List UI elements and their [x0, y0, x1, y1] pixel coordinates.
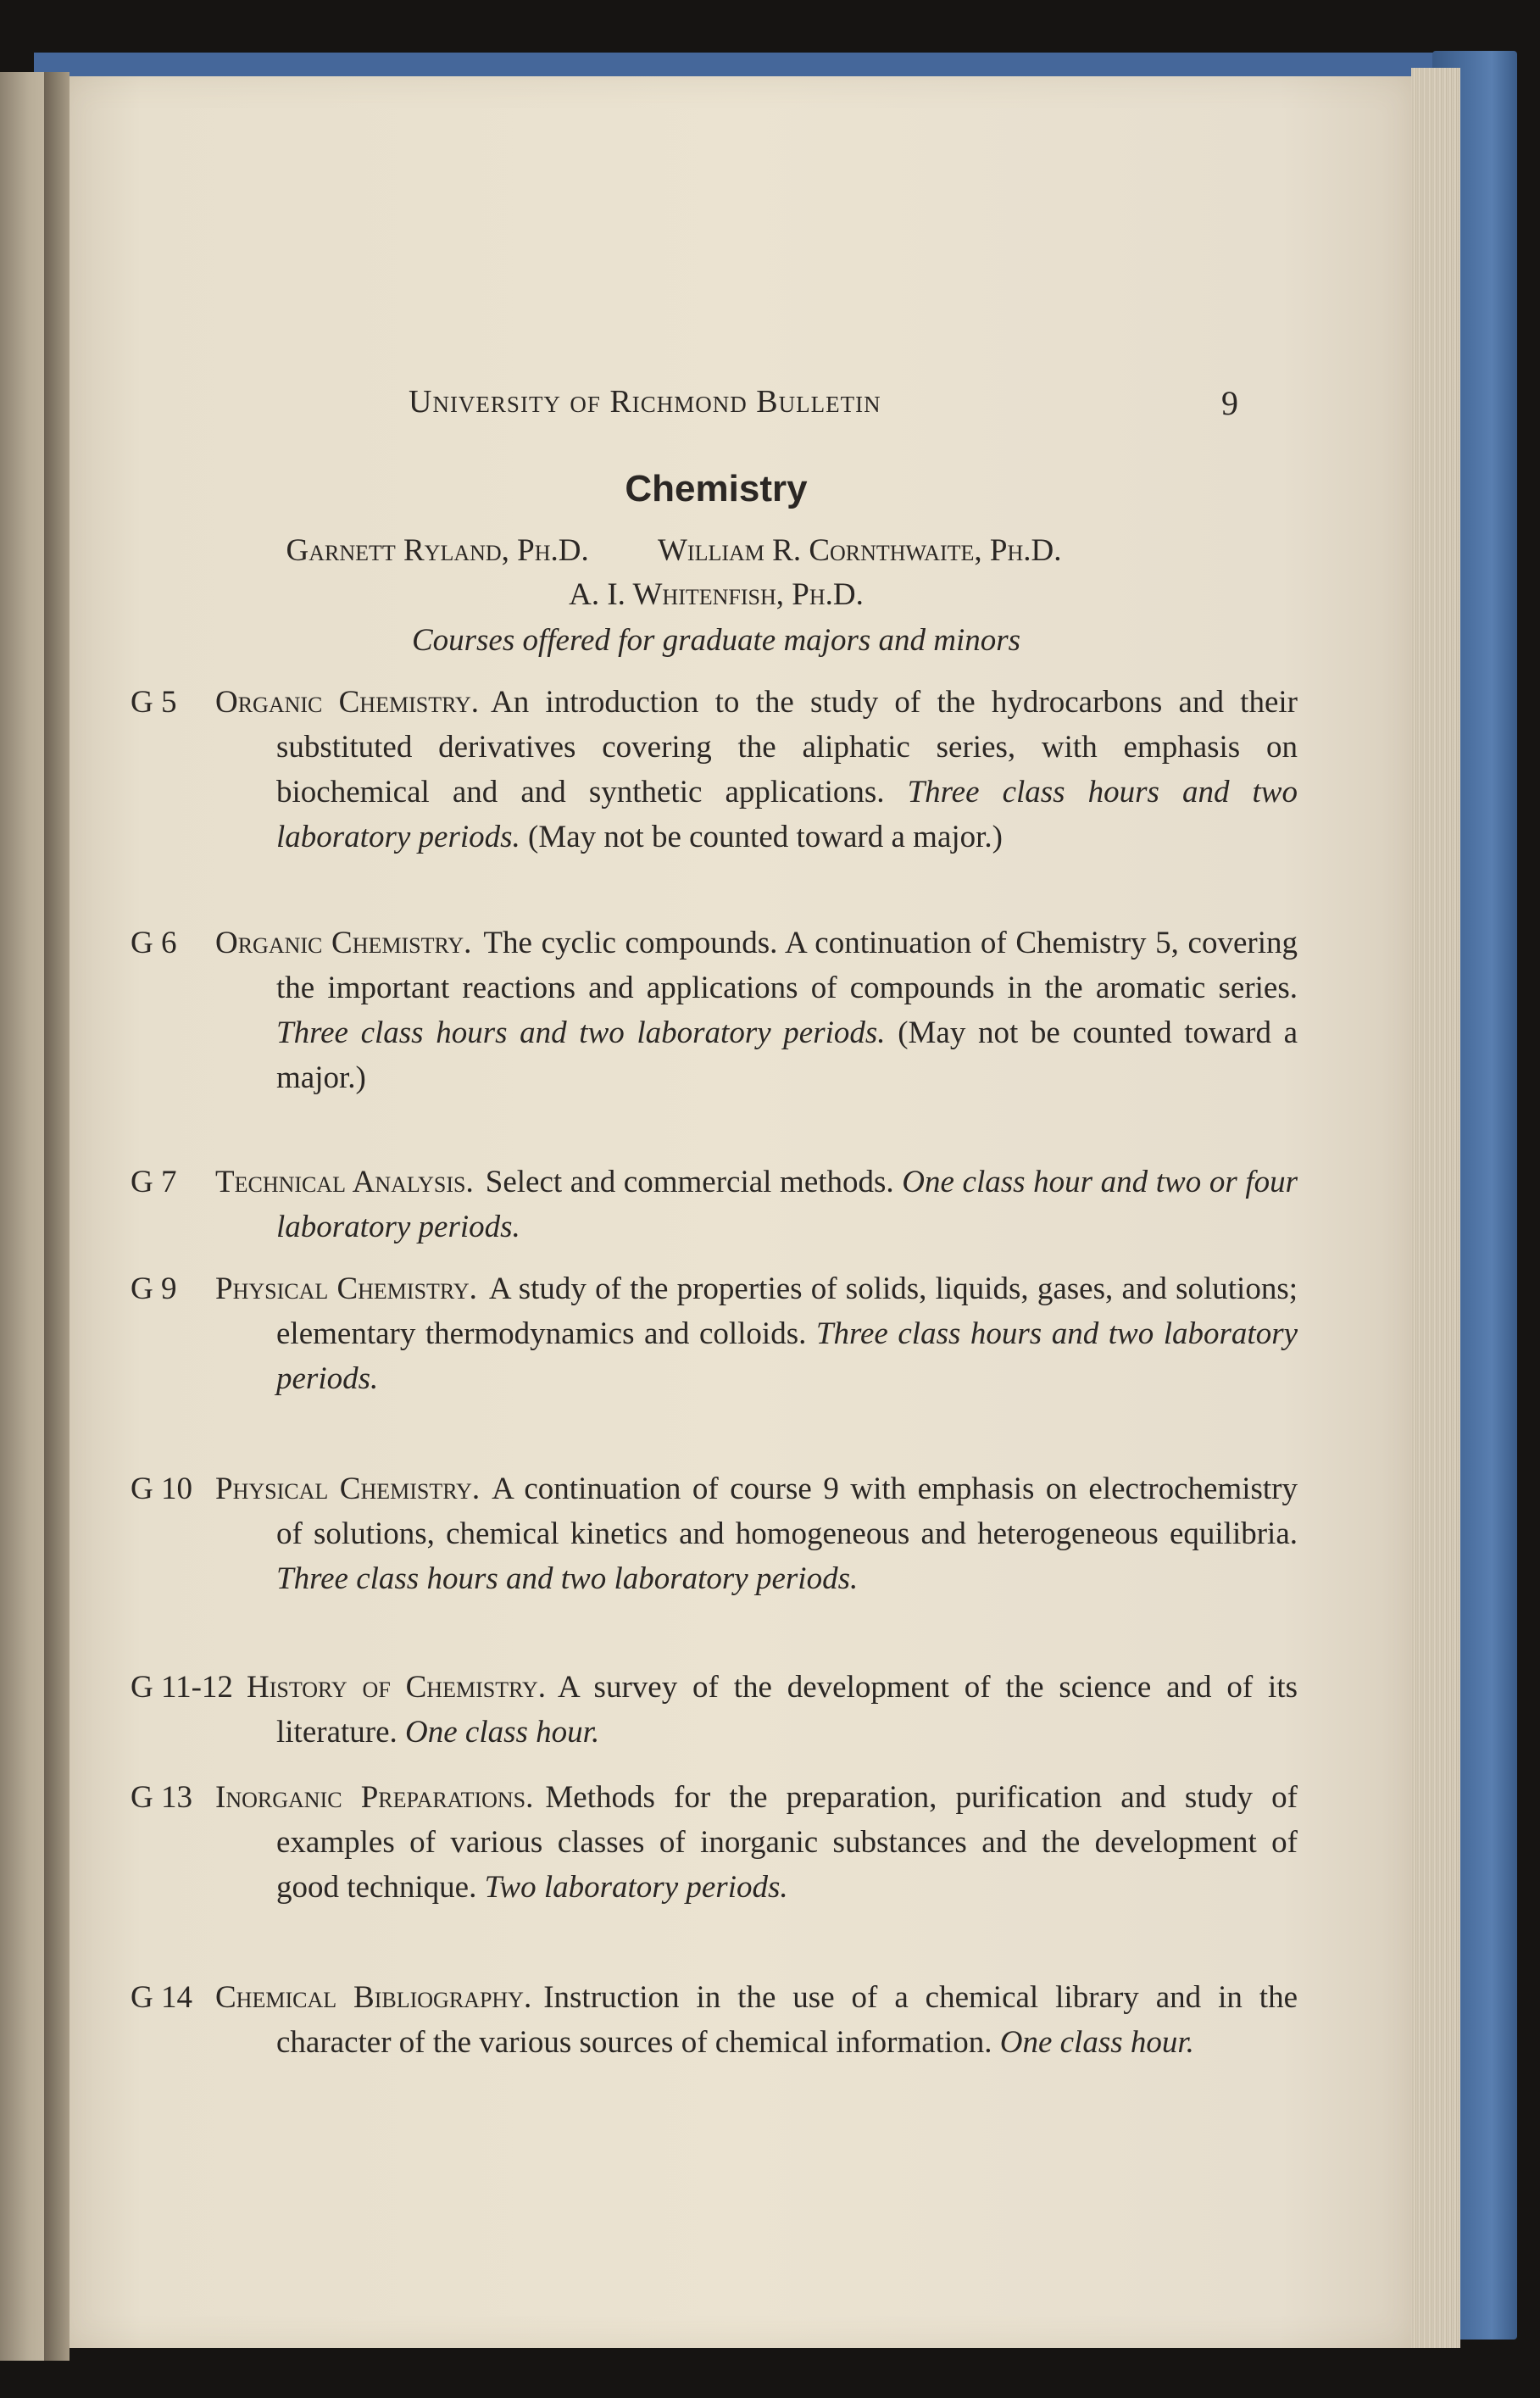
- book-gutter: [44, 72, 69, 2361]
- course-schedule: Three class hours and two laboratory periods.: [276, 1316, 1298, 1396]
- course-entry: G 6 Organic Chemistry. The cyclic compounds. A continuation of Chemistry 5, covering the important reactions and applications of compounds in the aromatic series. Three class hours and two laboratory periods. (May not be counted toward a major.): [131, 926, 1298, 1095]
- course-description: A continuation of course 9 with emphasis on electrochemistry of solutions, chemical kinetics and homogeneous and heterogeneous equilibria.: [276, 1472, 1298, 1551]
- course-description: The cyclic compounds. A continuation of Chemistry 5, covering the important reactions and applications of compounds in the aromatic series.: [276, 926, 1298, 1005]
- course-schedule: Three class hours and two laboratory periods.: [276, 775, 1298, 854]
- faculty-name: Garnett Ryland, Ph.D.: [286, 533, 589, 568]
- course-name: Organic Chemistry.: [215, 685, 480, 720]
- faculty-line-2: [59, 576, 1373, 613]
- course-entry: [131, 1665, 1298, 1755]
- course-schedule: Three class hours and two laboratory periods.: [276, 1015, 886, 1050]
- page-number: 9: [1221, 384, 1239, 422]
- course-description: Methods for the preparation, purification and study of examples of various classes of inorganic substances and the development of good technique.: [276, 1780, 1298, 1905]
- course-description: A survey of the development of the science and of its literature.: [276, 1670, 1298, 1750]
- book-cover-top-edge: [34, 53, 1492, 78]
- course-entry: G 7 Technical Analysis. Select and commercial methods. One class hour and two or four laboratory periods.: [131, 1165, 1298, 1244]
- section-title: Chemistry: [625, 468, 808, 509]
- course-schedule: Two laboratory periods.: [484, 1870, 788, 1905]
- section-subtitle: Courses offered for graduate majors and minors: [411, 623, 1021, 658]
- faculty-line-1: [119, 532, 1229, 569]
- course-name: History of Chemistry.: [247, 1670, 547, 1705]
- page-block-edges: [1411, 68, 1460, 2348]
- course-schedule: Three class hours and two laboratory periods.: [276, 1561, 859, 1596]
- course-entry: G 10 Physical Chemistry. A continuation of course 9 with emphasis on electrochemistry of solutions, chemical kinetics and homogeneous and heterogeneous equilibria. Three class hours and two laboratory periods.: [131, 1472, 1298, 1596]
- course-entry: G 9 Physical Chemistry. A study of the properties of solids, liquids, gases, and solutions; elementary thermodynamics and colloids. Three class hours and two laboratory periods.: [131, 1271, 1298, 1396]
- course-note: (May not be counted toward a major.): [528, 820, 1003, 854]
- page: [59, 76, 1415, 2348]
- course-description: A study of the properties of solids, liquids, gases, and solutions; elementary thermodynamics and colloids.: [276, 1271, 1298, 1351]
- course-schedule: One class hour and two or four laboratory periods.: [276, 1165, 1298, 1244]
- course-name: Chemical Bibliography.: [215, 1980, 532, 2015]
- facing-page-edge: [0, 72, 49, 2361]
- course-schedule: One class hour.: [999, 2025, 1194, 2060]
- course-description: An introduction to the study of the hydrocarbons and their substituted derivatives covering the aliphatic series, with emphasis on biochemical and and synthetic applications.: [276, 685, 1298, 810]
- course-name: Organic Chemistry.: [215, 926, 472, 960]
- course-schedule: One class hour.: [405, 1715, 600, 1750]
- running-header: [409, 383, 1239, 431]
- course-name: Physical Chemistry.: [215, 1271, 477, 1306]
- course-entry: G 5 Organic Chemistry. An introduction to the study of the hydrocarbons and their substituted derivatives covering the aliphatic series, with emphasis on biochemical and and synthetic applications. Three class hours and two laboratory periods. (May not be counted toward a major.): [131, 685, 1298, 854]
- faculty-name: A. I. Whitenfish, Ph.D.: [569, 577, 864, 612]
- course-name: Physical Chemistry.: [215, 1472, 481, 1506]
- course-name: Inorganic Preparations.: [215, 1780, 534, 1815]
- course-name: Technical Analysis.: [215, 1165, 474, 1199]
- course-description: Instruction in the use of a chemical library and in the character of the various sources of chemical information.: [276, 1980, 1298, 2060]
- course-entry: G 13 Inorganic Preparations. Methods for the preparation, purification and study of examples of various classes of inorganic substances and the development of good technique. Two laboratory periods.: [131, 1780, 1298, 1905]
- course-entry: G 14 Chemical Bibliography. Instruction in the use of a chemical library and in the character of the various sources of chemical information. One class hour.: [131, 1980, 1298, 2060]
- faculty-name: William R. Cornthwaite, Ph.D.: [658, 533, 1062, 568]
- running-title: University of Richmond Bulletin: [409, 384, 881, 420]
- course-note: (May not be counted toward a major.): [276, 1015, 1298, 1095]
- course-number: G 11-12: [131, 1670, 233, 1705]
- course-description: Select and commercial methods.: [485, 1165, 894, 1199]
